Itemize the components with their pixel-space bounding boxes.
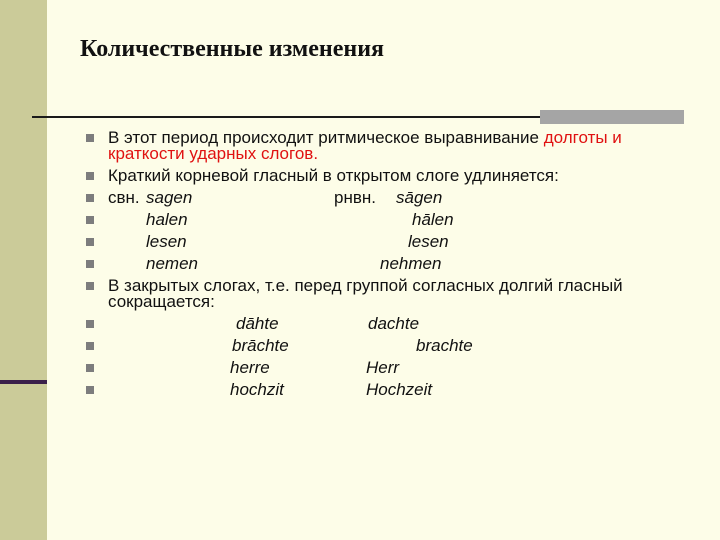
mhg-word: brāchte xyxy=(232,336,289,355)
mhg-word: hochzit xyxy=(230,380,284,399)
square-bullet-icon xyxy=(86,238,94,246)
square-bullet-icon xyxy=(86,364,94,372)
list-item xyxy=(86,360,686,376)
nhg-word: Herr xyxy=(366,358,400,377)
list-item xyxy=(86,168,686,184)
nhg-word: dachte xyxy=(368,314,420,333)
list-item xyxy=(86,338,686,354)
highlighted-text: долготы и краткости ударных слогов. xyxy=(108,128,622,163)
nhg-word: hālen xyxy=(412,210,454,229)
square-bullet-icon xyxy=(86,216,94,224)
square-bullet-icon xyxy=(86,386,94,394)
mhg-word: lesen xyxy=(146,232,187,251)
mhg-word: nemen xyxy=(146,254,198,273)
nhg-word: brachte xyxy=(416,336,473,355)
nhg-word: lesen xyxy=(408,232,449,251)
square-bullet-icon xyxy=(86,172,94,180)
list-item xyxy=(86,234,686,250)
list-item xyxy=(86,278,686,310)
list-item xyxy=(86,382,686,398)
bullet-list xyxy=(86,130,686,404)
list-item xyxy=(86,212,686,228)
list-item xyxy=(86,256,686,272)
list-item xyxy=(86,130,686,162)
mhg-word: dāhte xyxy=(236,314,279,333)
list-item xyxy=(86,190,686,206)
item-text: В этот период происходит ритмическое выравнивание xyxy=(108,128,544,147)
slide-title: Количественные изменения xyxy=(80,36,385,62)
band-accent-rule xyxy=(0,380,47,384)
mhg-word: herre xyxy=(230,358,270,377)
square-bullet-icon xyxy=(86,134,94,142)
mhg-word: halen xyxy=(146,210,188,229)
left-decorative-band xyxy=(0,0,47,540)
square-bullet-icon xyxy=(86,194,94,202)
item-text: В закрытых слогах, т.е. перед группой согласных долгий гласный сокращается: xyxy=(108,276,623,311)
nhg-label: рнвн. xyxy=(334,188,376,207)
mhg-label: свн. xyxy=(108,188,140,207)
square-bullet-icon xyxy=(86,320,94,328)
gray-accent-bar xyxy=(540,110,684,124)
square-bullet-icon xyxy=(86,342,94,350)
mhg-word: sagen xyxy=(146,188,193,207)
square-bullet-icon xyxy=(86,282,94,290)
nhg-word: Hochzeit xyxy=(366,380,433,399)
nhg-word: nehmen xyxy=(380,254,442,273)
item-text: Краткий корневой гласный в открытом слоге удлиняется: xyxy=(108,166,559,185)
nhg-word: sāgen xyxy=(396,188,443,207)
square-bullet-icon xyxy=(86,260,94,268)
list-item xyxy=(86,316,686,332)
